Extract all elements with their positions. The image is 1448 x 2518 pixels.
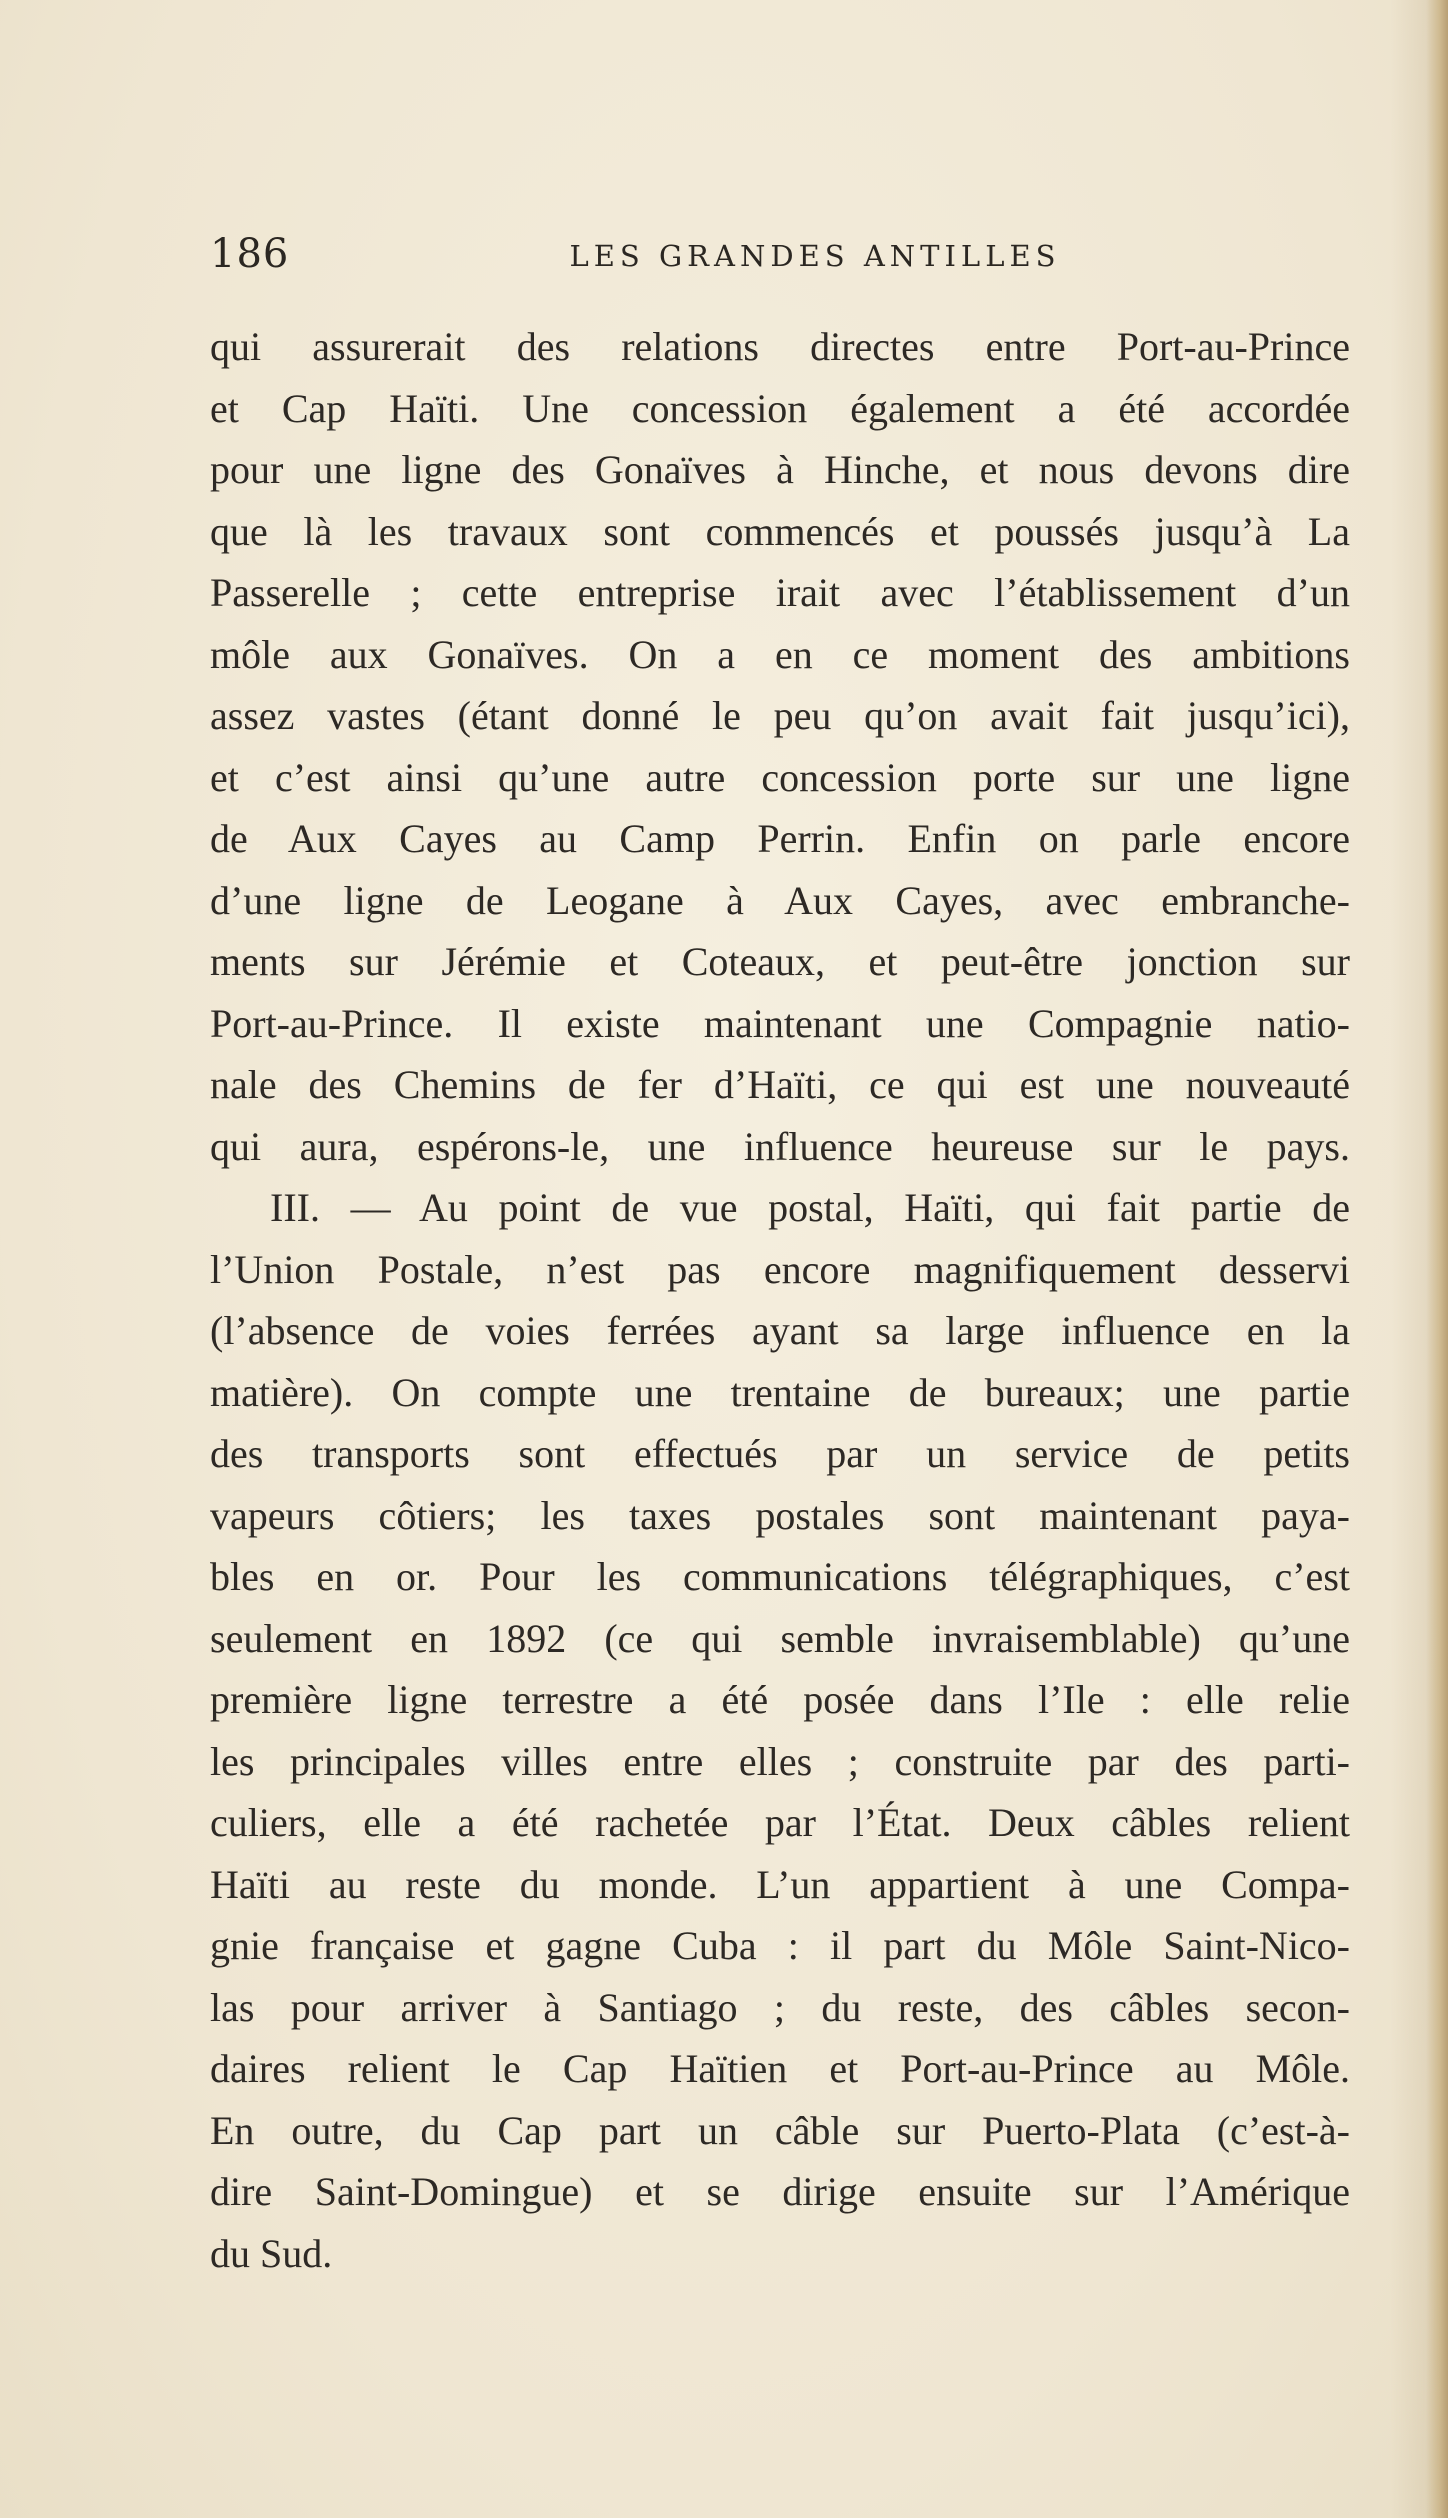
text-line: daires relient le Cap Haïtien et Port-au-Prince au Môle. <box>210 2046 1350 2091</box>
text-line: d’une ligne de Leogane à Aux Cayes, avec embranche- <box>210 877 1350 923</box>
page-number: 186 <box>210 231 290 277</box>
text-line: las pour arriver à Santiago ; du reste, des câbles secon- <box>210 1984 1350 2030</box>
text-line: Passerelle ; cette entreprise irait avec l’établissement d’un <box>210 570 1350 615</box>
text-line: des transports sont effectués par un service de petits <box>210 1431 1350 1476</box>
body-text <box>210 316 1350 2284</box>
text-line: et c’est ainsi qu’une autre concession porte sur une ligne <box>210 754 1350 800</box>
text-line: nale des Chemins de fer d’Haïti, ce qui est une nouveauté <box>210 1062 1350 1107</box>
text-line: première ligne terrestre a été posée dans l’Ile : elle relie <box>210 1677 1350 1722</box>
text-line: que là les travaux sont commencés et poussés jusqu’à La <box>210 508 1350 554</box>
text-line: et Cap Haïti. Une concession également a été accordée <box>210 385 1350 431</box>
text-line: En outre, du Cap part un câble sur Puerto-Plata (c’est-à- <box>210 2107 1350 2153</box>
text-line: Port-au-Prince. Il existe maintenant une Compagnie natio- <box>210 1000 1350 1046</box>
text-line: assez vastes (étant donné le peu qu’on avait fait jusqu’ici), <box>210 693 1350 738</box>
text-line: seulement en 1892 (ce qui semble invraisemblable) qu’une <box>210 1615 1350 1661</box>
text-line: (l’absence de voies ferrées ayant sa large influence en la <box>210 1308 1350 1353</box>
text-line: qui assurerait des relations directes entre Port-au-Prince <box>210 324 1350 369</box>
text-line: bles en or. Pour les communications télégraphiques, c’est <box>210 1554 1350 1599</box>
text-line: les principales villes entre elles ; construite par des parti- <box>210 1738 1350 1784</box>
text-line: l’Union Postale, n’est pas encore magnifiquement desservi <box>210 1246 1350 1292</box>
text-line: vapeurs côtiers; les taxes postales sont maintenant paya- <box>210 1492 1350 1538</box>
running-title: LES GRANDES ANTILLES <box>569 239 1061 273</box>
text-line: qui aura, espérons-le, une influence heureuse sur le pays. <box>210 1123 1350 1169</box>
text-line: môle aux Gonaïves. On a en ce moment des ambitions <box>210 631 1350 677</box>
page-header <box>210 228 1350 288</box>
text-line: culiers, elle a été rachetée par l’État. Deux câbles relient <box>210 1800 1350 1845</box>
text-line: matière). On compte une trentaine de bureaux; une partie <box>210 1369 1350 1415</box>
text-line: pour une ligne des Gonaïves à Hinche, et nous devons dire <box>210 447 1350 492</box>
text-line: de Aux Cayes au Camp Perrin. Enfin on parle encore <box>210 816 1350 861</box>
page-edge-shadow <box>1426 0 1448 2518</box>
paragraph-end-line: du Sud. <box>210 2230 333 2276</box>
paragraph-start-line: III. — Au point de vue postal, Haïti, qui fait partie de <box>270 1185 1350 1230</box>
text-line: dire Saint-Domingue) et se dirige ensuite sur l’Amérique <box>210 2169 1350 2214</box>
text-line: ments sur Jérémie et Coteaux, et peut-être jonction sur <box>210 939 1350 984</box>
text-line: gnie française et gagne Cuba : il part du Môle Saint-Nico- <box>210 1923 1350 1968</box>
text-line: Haïti au reste du monde. L’un appartient à une Compa- <box>210 1861 1350 1907</box>
